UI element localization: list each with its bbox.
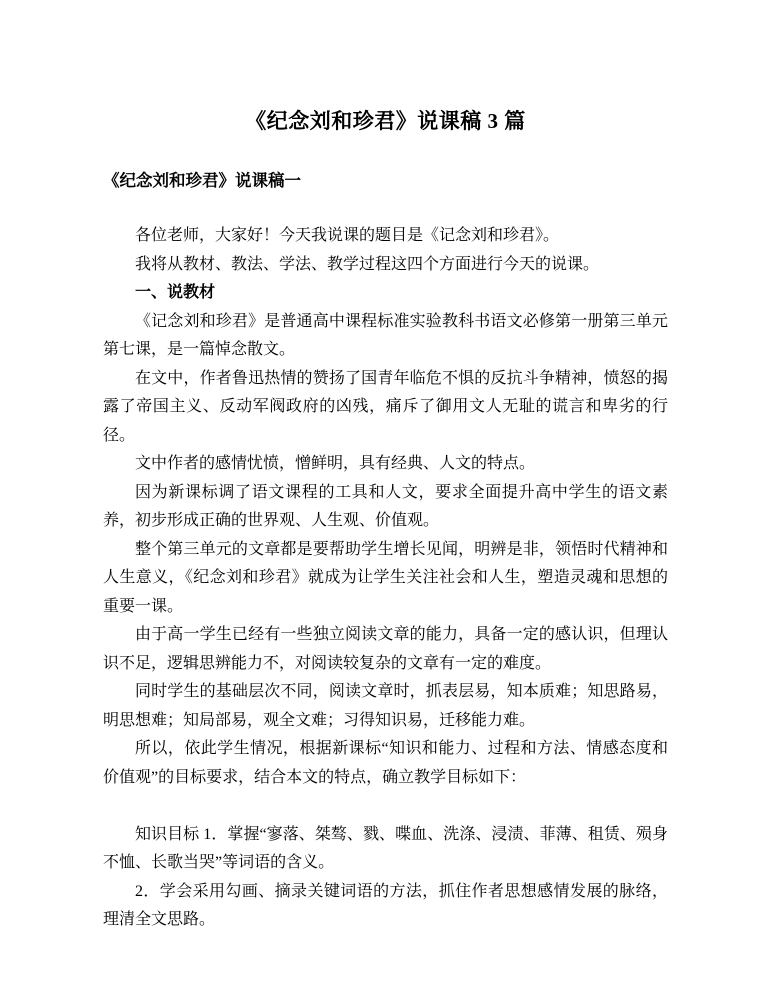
paragraph-student-levels: 同时学生的基础层次不同，阅读文章时，抓表层易，知本质难；知思路易，明思想难；知局部易，观全文难；习得知识易，迁移能力难。 xyxy=(103,683,668,729)
paragraph-article-content: 在文中，作者鲁迅热情的赞扬了国青年临危不惧的反抗斗争精神，愤怒的揭露了帝国主义、反动军阀政府的凶残，痛斥了御用文人无耻的谎言和卑劣的行径。 xyxy=(103,369,668,444)
paragraph-article-features: 文中作者的感情忧愤，憎鲜明，具有经典、人文的特点。 xyxy=(135,455,536,472)
section-heading: 《纪念刘和珍君》说课稿一 xyxy=(103,171,301,190)
paragraph-heading-shuo-jiaocai: 一、说教材 xyxy=(135,284,216,301)
paragraph-student-ability: 由于高一学生已经有一些独立阅读文章的能力，具备一定的感认识，但理认识不足，逻辑思辨能力不，对阅读较复杂的文章有一定的难度。 xyxy=(103,626,668,672)
document-title: 《纪念刘和珍君》说课稿 3 篇 xyxy=(245,109,526,133)
document-body xyxy=(103,222,668,935)
paragraph-overview: 我将从教材、教法、学法、教学过程这四个方面进行今天的说课。 xyxy=(135,255,600,273)
paragraph-curriculum-standard: 因为新课标调了语文课程的工具和人文，要求全面提升高中学生的语文素养，初步形成正确的世界观、人生观、价值观。 xyxy=(103,483,668,529)
paragraph-unit-purpose: 整个第三单元的文章都是要帮助学生增长见闻，明辨是非，领悟时代精神和人生意义，《纪念刘和珍君》就成为让学生关注社会和人生，塑造灵魂和思想的重要一课。 xyxy=(103,540,668,615)
paragraph-knowledge-goal-2: 2．学会采用勾画、摘录关键词语的方法，抓住作者思想感情发展的脉络，理清全文思路。 xyxy=(103,882,668,928)
paragraph-greeting: 各位老师，大家好！今天我说课的题目是《记念刘和珍君》。 xyxy=(135,227,560,244)
paragraph-blank xyxy=(103,792,668,821)
paragraph-knowledge-goal-1: 知识目标 1．掌握“寥落、桀骜、戮、喋血、洗涤、浸渍、菲薄、租赁、殒身不恤、长歌当哭”等词语的含义。 xyxy=(103,825,668,871)
paragraph-textbook-position: 《记念刘和珍君》是普通高中课程标准实验教科书语文必修第一册第三单元第七课，是一篇悼念散文。 xyxy=(103,312,668,358)
paragraph-teaching-goals-intro: 所以，依此学生情况，根据新课标“知识和能力、过程和方法、情感态度和价值观”的目标要求，结合本文的特点，确立教学目标如下： xyxy=(103,740,668,786)
